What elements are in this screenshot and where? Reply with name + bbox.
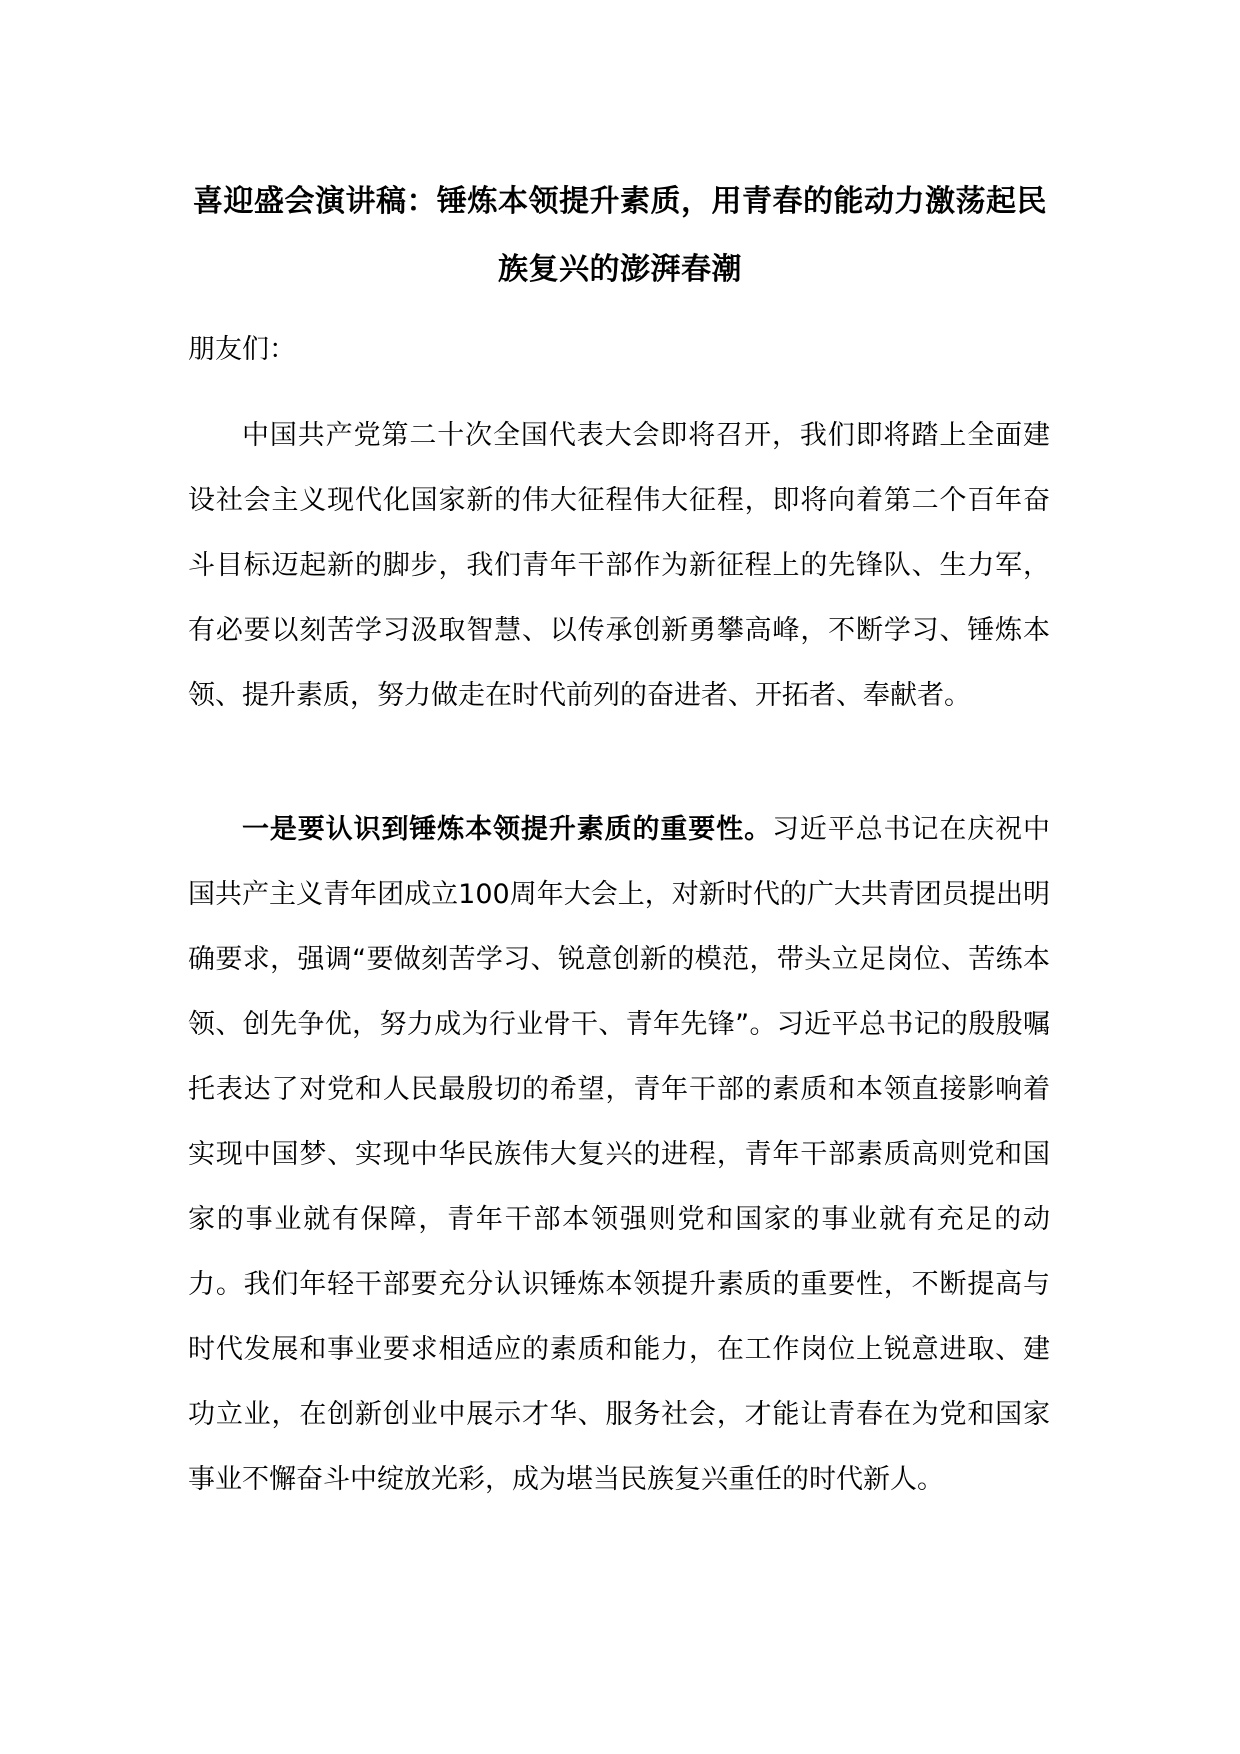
greeting: 朋友们：: [188, 334, 296, 365]
paragraph-point-one: [188, 797, 1050, 1512]
paragraph-text: 习近平总书记在庆祝中国共产主义青年团成立100周年大会上，对新时代的广大共青团员提出明确要求，强调“要做刻苦学习、锐意创新的模范，带头立足岗位、苦练本领、创先争优，努力成为行业骨干、青年先锋”。习近平总书记的殷殷嘱托表达了对党和人民最殷切的希望，青年干部的素质和本领直接影响着实现中国梦、实现中华民族伟大复兴的进程，青年干部素质高则党和国家的事业就有保障，青年干部本领强则党和国家的事业就有充足的动力。我们年轻干部要充分认识锤炼本领提升素质的重要性，不断提高与时代发展和事业要求相适应的素质和能力，在工作岗位上锐意进取、建功立业，在创新创业中展示才华、服务社会，才能让青春在为党和国家事业不懈奋斗中绽放光彩，成为堪当民族复兴重任的时代新人。: [188, 814, 1051, 1495]
paragraph-text: 中国共产党第二十次全国代表大会即将召开，我们即将踏上全面建设社会主义现代化国家新的伟大征程伟大征程，即将向着第二个百年奋斗目标迈起新的脚步，我们青年干部作为新征程上的先锋队、生力军，有必要以刻苦学习汲取智慧、以传承创新勇攀高峰，不断学习、锤炼本领、提升素质，努力做走在时代前列的奋进者、开拓者、奉献者。: [188, 420, 1050, 711]
document-title: 喜迎盛会演讲稿：锤炼本领提升素质，用青春的能动力激荡起民族复兴的澎湃春潮: [193, 184, 1047, 287]
paragraph-lead-heading: 一是要认识到锤炼本领提升素质的重要性。: [242, 814, 772, 845]
paragraph-intro: [188, 403, 1050, 728]
